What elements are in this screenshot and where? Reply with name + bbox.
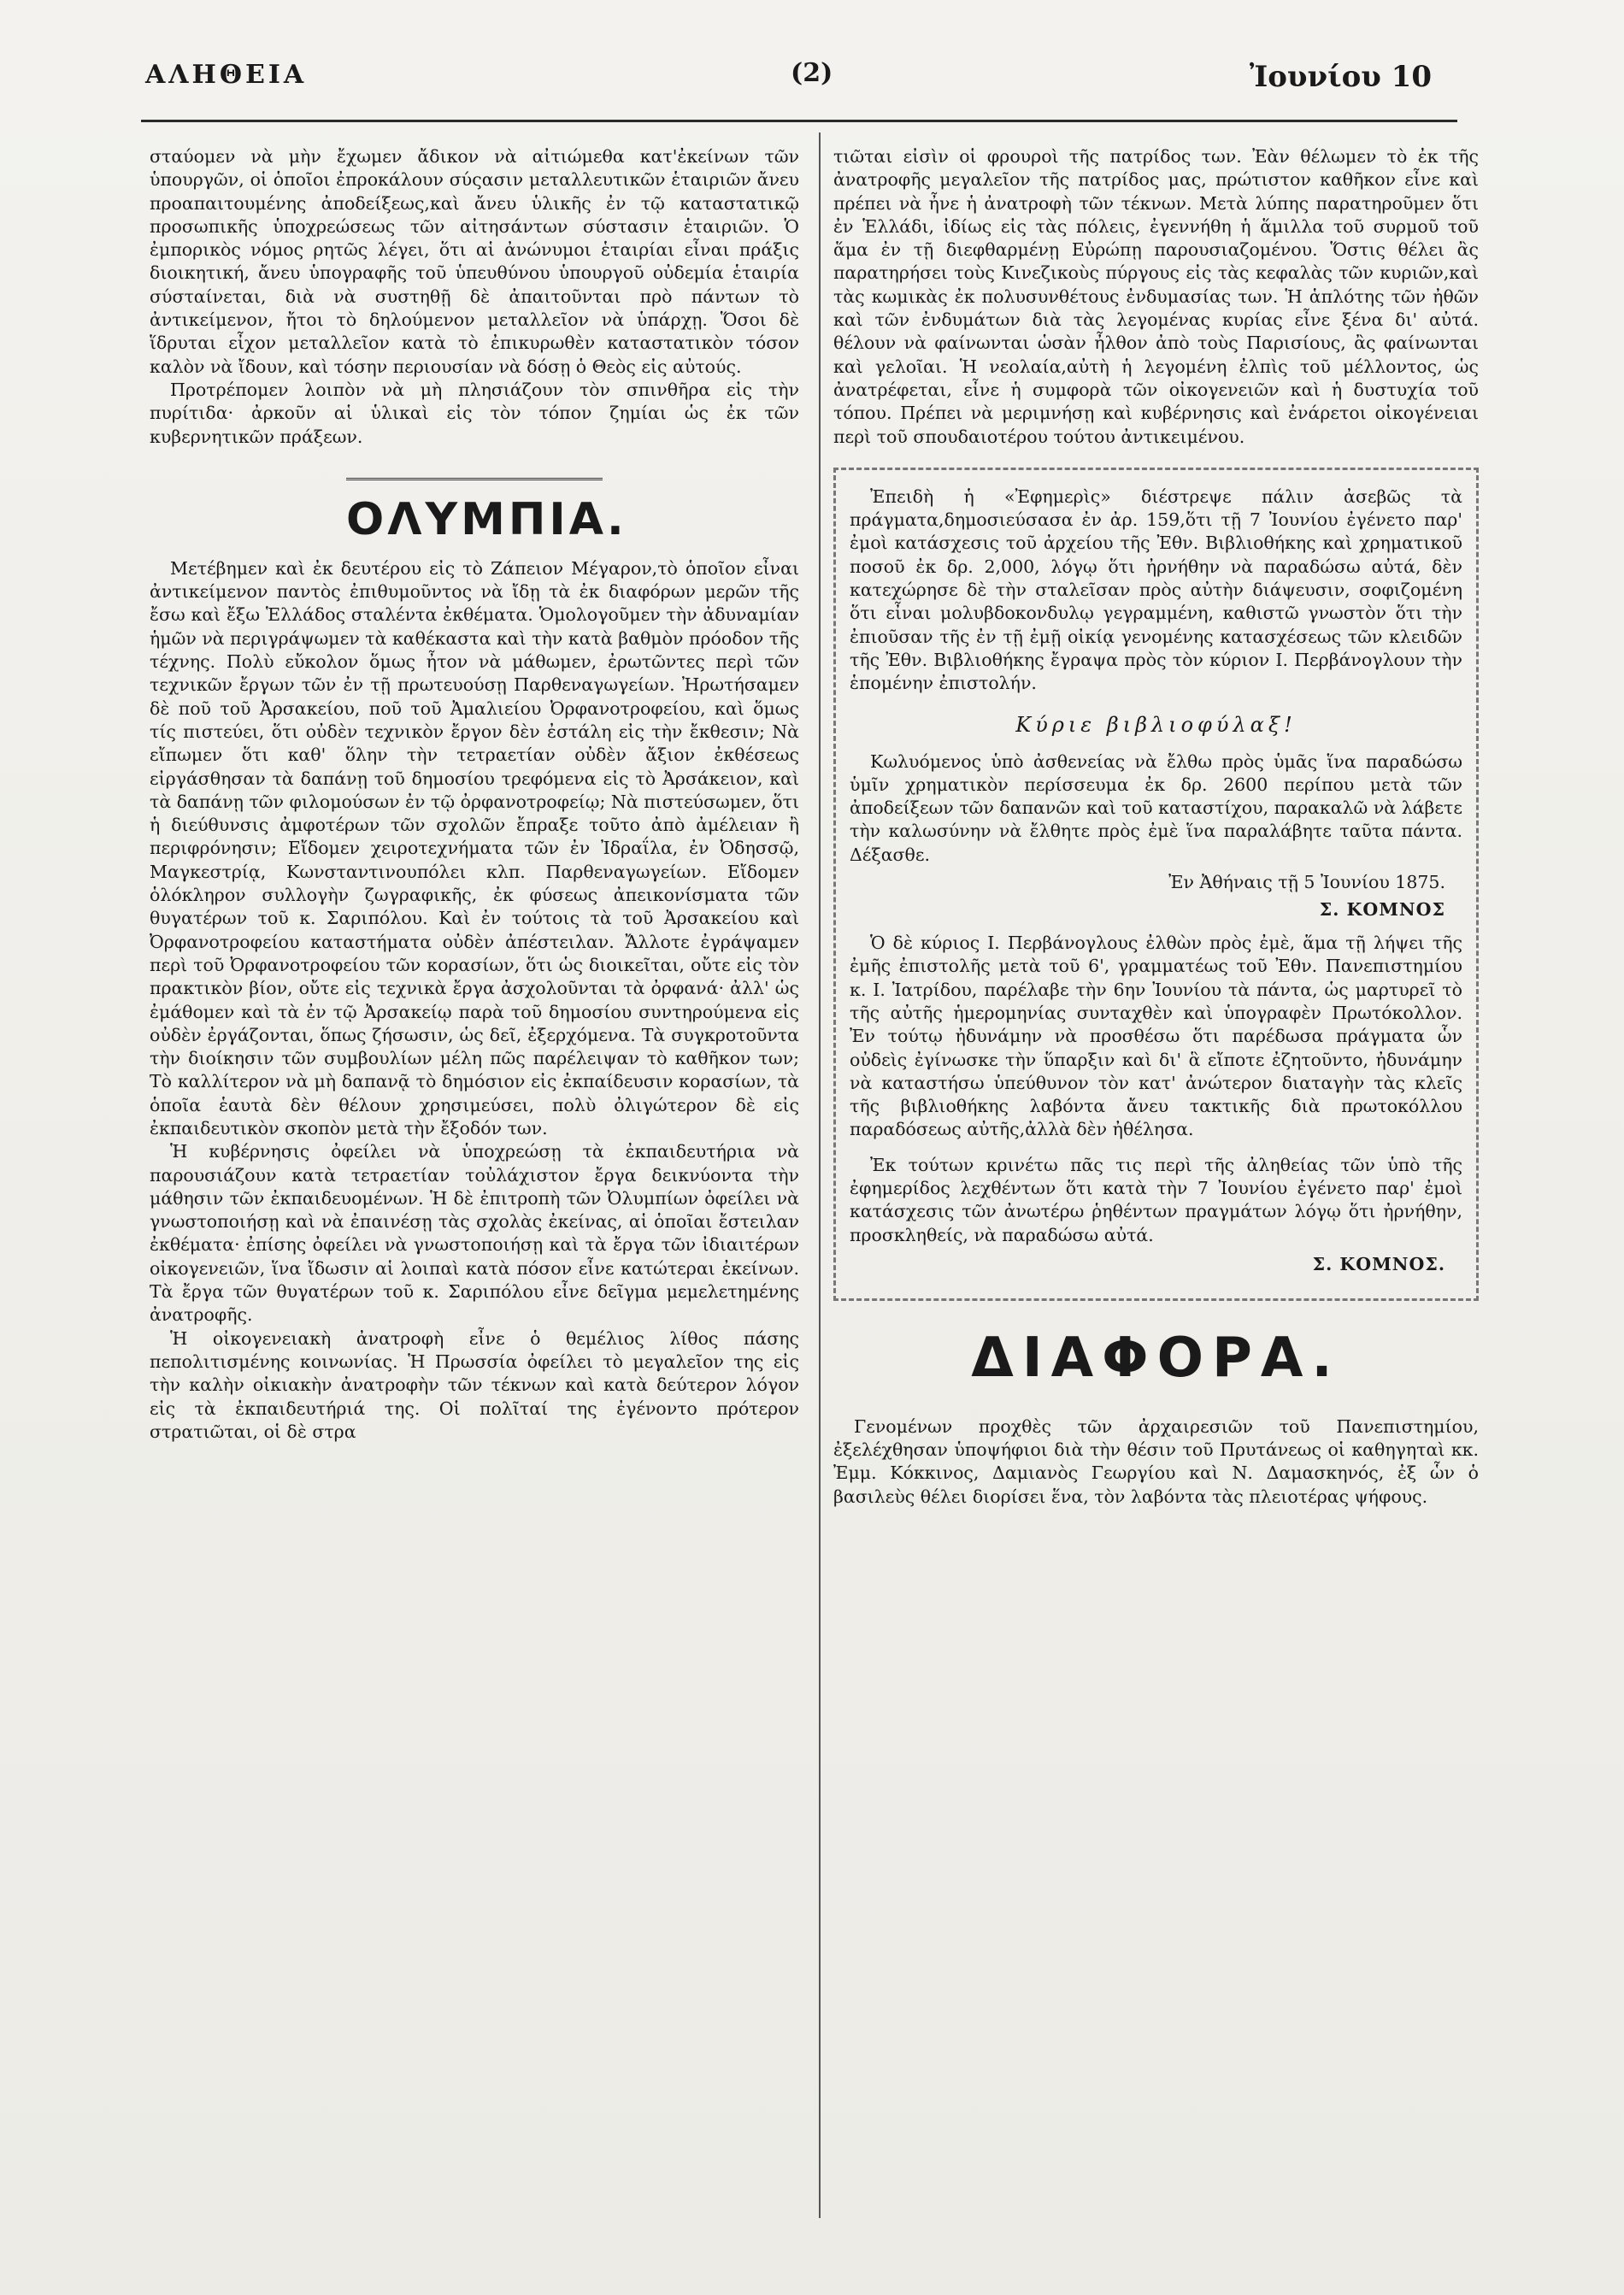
masthead-title: ΑΛΗΘΕΙΑ [145, 60, 308, 90]
notice-intro: Ἐπειδὴ ἡ «Ἐφημερὶς» διέστρεψε πάλιν ἀσεβῶς τὰ πράγματα,δημοσιεύσασα ἐν ἀρ. 159,ὅτι τῇ 7 Ἰουνίου ἐγένετο παρ' ἐμοὶ κατάσχεσις τοῦ ἀρχείου τῆς Ἐθν. Βιβλιοθήκης καὶ χρηματικοῦ ποσοῦ ἐκ δρ. 2,000, λόγῳ ὅτι ἠρνήθην νὰ παραδώσω αὐτά, δὲν κατεχώρησε δὲ τὴν σταλεῖσαν πρὸς αὐτὴν διάψευσιν, σοφιζομένη ὅτι εἶναι μολυβδοκονδυλῳ γεγραμμένη, καθιστῶ γνωστὸν ὅτι τὴν ἐπιοῦσαν τῆς ἐν τῇ ἐμῇ οἰκίᾳ γενομένης κατασχέσεως τῶν κλειδῶν τῆς Ἐθν. Βιβλιοθήκης ἔγραψα πρὸς τὸν κύριον Ι. Περβάνογλουν τὴν ἑπομένην ἐπιστολήν. [850, 485, 1462, 694]
notice-conclusion: Ἐκ τούτων κρινέτω πᾶς τις περὶ τῆς ἀληθείας τῶν ὑπὸ τῆς ἐφημερίδος λεχθέντων ὅτι κατὰ τὴν 7 Ἰουνίου ἐγένετο παρ' ἐμοὶ κατάσχεσις τῶν ἀνωτέρω ῥηθέντων πραγμάτων λόγῳ ὅτι ἠρνήθην, προσκληθείς, νὰ παραδώσω αὐτά. [850, 1154, 1462, 1245]
continued-article-paragraph: Προτρέπομεν λοιπὸν νὰ μὴ πλησιάζουν τὸν σπινθῆρα εἰς τὴν πυρίτιδα· ἀρκοῦν αἱ ὑλικαὶ εἰς τὸν τόπον ζημίαι ὡς ἐκ τῶν κυβερνητικῶν πράξεων. [150, 379, 799, 447]
komnos-notice [833, 468, 1479, 1301]
olympia-heading: ΟΛΥΜΠΙΑ. [346, 478, 603, 545]
issue-date: Ἰουνίου 10 [1249, 60, 1432, 94]
letter-body: Κωλυόμενος ὑπὸ ἀσθενείας νὰ ἔλθω πρὸς ὑμᾶς ἵνα παραδώσω ὑμῖν χρηματικὸν περίσσευμα ἐκ δρ. 2600 περίπου μετὰ τῶν ἀποδείξεων τῶν δαπανῶν καὶ τοῦ καταστίχου, παρακαλῶ νὰ λάβετε τὴν καλωσύνην νὰ ἔλθητε πρὸς ἐμὲ ἵνα παραλάβητε ταῦτα πάντα. Δέξασθε. [850, 750, 1462, 865]
diafora-paragraph: Γενομένων προχθὲς τῶν ἀρχαιρεσιῶν τοῦ Πανεπιστημίου, ἐξελέχθησαν ὑποψήφιοι διὰ τὴν θέσιν τοῦ Πρυτάνεως οἱ καθηγηταὶ κκ. Ἐμμ. Κόκκινος, Δαμιανὸς Γεωργίου καὶ Ν. Δαμασκηνός, ἐξ ὧν ὁ βασιλεὺς θέλει διορίσει ἕνα, τὸν λαβόντα τὰς πλειοτέρας ψήφους. [833, 1415, 1479, 1507]
notice-followup: Ὁ δὲ κύριος Ι. Περβάνογλους ἐλθὼν πρὸς ἐμὲ, ἅμα τῇ λήψει τῆς ἐμῆς ἐπιστολῆς μετὰ τοῦ 6', γραμματέως τοῦ Ἐθν. Πανεπιστημίου κ. Ι. Ἰατρίδου, παρέλαβε τὴν 6ην Ἰουνίου τὰ πάντα, ὡς μαρτυρεῖ τὸ τῆς αὐτῆς ἡμερομηνίας συνταχθὲν καὶ ὑπογραφὲν Πρωτόκολλον. Ἐν τούτῳ ἠδυνάμην νὰ προσθέσω ὅτι παρέδωσα πράγματα ὧν οὐδεὶς ἐγίνωσκε τὴν ὕπαρξιν καὶ δι' ἃ εἴποτε ἐζητοῦντο, ἠδυνάμην νὰ καταστήσω ὑπεύθυνον τὸν κατ' ἀνώτερον διαταγὴν τὰς κλεῖς τῆς βιβλιοθήκης λαβόντα ἄνευ τακτικῆς διὰ πρωτοκόλλου παραδόσεως αὐτῆς,ἀλλὰ δὲν ἠθέλησα. [850, 933, 1462, 1140]
continued-article-paragraph: τιῶται εἰσὶν οἱ φρουροὶ τῆς πατρίδος των. Ἐὰν θέλωμεν τὸ ἐκ τῆς ἀνατροφῆς μεγαλεῖον τῆς πατρίδος μας, πρώτιστον καθῆκον εἶνε καὶ πρέπει νὰ ἦνε ἡ ἀνατροφὴ τῶν τέκνων. Μετὰ λύπης παρατηροῦμεν ὅτι ἐν Ἑλλάδι, ἰδίως εἰς τὰς πόλεις, ἐγεννήθη ἡ ἅμιλλα τοῦ συρμοῦ τοῦ ἅμα ἐν τῇ διεφθαρμένῃ Εὐρώπῃ παρουσιαζομένου. Ὅστις θέλει ἂς παρατηρήσει τοὺς Κινεζικοὺς πύργους εἰς τὰς κεφαλὰς τῶν κυριῶν,καὶ τὰς κωμικὰς ἐκ πολυσυνθέτους ἐνδυμασίας των. Ἡ ἁπλότης τῶν ἠθῶν καὶ τῶν ἐνδυμάτων διὰ τὰς λεγομένας κυρίας εἶνε ξένα δι' αὐτά. θέλουν νὰ φαίνωνται ὡσὰν ἦλθον ἀπὸ τοὺς Παρισίους, ἂς φαίνωνται καὶ γελοῖαι. Ἡ νεολαία,αὐτὴ ἡ λεγομένη ἐλπὶς τοῦ μέλλοντος, ὡς ἀνατρέφεται, εἶνε ἡ συμφορὰ τῶν οἰκογενειῶν καὶ ἡ δυστυχία τοῦ τόπου. Πρέπει νὰ μεριμνήσῃ καὶ κυβέρνησις καὶ ἐνάρετοι οἰκογένειαι περὶ τοῦ σπουδαιοτέρου τούτου ἀντικειμένου. [833, 146, 1479, 447]
olympia-paragraph: Μετέβημεν καὶ ἐκ δευτέρου εἰς τὸ Ζάπειον Μέγαρον,τὸ ὁποῖον εἶναι ἀντικείμενον παντὸς ἐπιθυμοῦντος νὰ ἴδῃ τὰ ἐκ διαφόρων μερῶν τῆς ἔσω καὶ ἔξω Ἑλλάδος σταλέντα ἐκθέματα. Ὁμολογοῦμεν τὴν ἀδυναμίαν ἡμῶν νὰ περιγράψωμεν τὰ καθέκαστα καὶ τὴν κατὰ βαθμὸν πρόοδον τῆς τέχνης. Πολὺ εὔκολον ὅμως ἦτον νὰ μάθωμεν, ἐρωτῶντες περὶ τῶν τεχνικῶν ἔργων τῶν ἐν τῇ πρωτευούσῃ Παρθεναγωγείων. Ἠρωτήσαμεν δὲ ποῦ τοῦ Ἀρσακείου, ποῦ τοῦ Ἀμαλιείου Ὀρφανοτροφείου, καὶ ὅμως τίς πιστεύει, ὅτι οὐδὲν τεχνικὸν ἔργον δὲν ἐστάλη εἰς τὴν ἔκθεσιν; Νὰ εἴπωμεν ὅτι καθ' ὅλην τὴν τετραετίαν οὐδὲν ἄξιον ἐκθέσεως εἰργάσθησαν τὰ δαπάνῃ τοῦ δημοσίου τρεφόμενα εἰς τὸ Ἀρσάκειον, καὶ τὰ δαπάνῃ τῶν φιλομούσων ἐν τῷ ὀρφανοτροφείῳ; Νὰ πιστεύσωμεν, ὅτι ἡ διεύθυνσις ἀμφοτέρων τῶν σχολῶν ἔπραξε τοῦτο ἀπὸ ἀμέλειαν ἢ περιφρόνησιν; Εἴδομεν χειροτεχνήματα τῶν ἐν Ἰδραΐλα, ἐν Ὀδησσῷ, Μαγκεστρίᾳ, Κωνσταντινουπόλει κλπ. Παρθεναγωγείων. Εἴδομεν ὁλόκληρον συλλογὴν ζωγραφικῆς, ἐκ φύσεως ἀπεικονίσματα τῶν θυγατέρων τοῦ κ. Σαριπόλου. Καὶ ἐν τούτοις τὰ τοῦ Ἀρσακείου καὶ Ὀρφανοτροφείου καταστήματα οὐδὲν ἀπέστειλαν. Ἄλλοτε ἐγράψαμεν περὶ τοῦ Ὀρφανοτροφείου τῶν κορασίων, ὅτι ὡς διοικεῖται, οὔτε εἰς τὸν πρακτικὸν βίον, οὔτε εἰς τεχνικὰ ἔργα ἀσχολοῦνται τὰ ὀρφανά· ἀλλ' ὡς ἐμάθομεν καὶ τὰ ἐν τῷ Ἀρσακείῳ παρὰ τοῦ δημοσίου συντηρούμενα εἰς οὐδὲν ἐργάζονται, ὅπως ζήσωσιν, ὡς δεῖ, ἐξερχόμενα. Τὰ συγκροτοῦντα τὴν διοίκησιν τῶν συμβουλίων μέλη πῶς παρέλειψαν τὸ καθῆκον των; Τὸ καλλίτερον νὰ μὴ δαπανᾷ τὸ δημόσιον εἰς ἐκπαίδευσιν κορασίων, τὰ ὁποῖα ἑαυτὰ δὲν θέλουν χρησιμεύσει, πολὺ ὀλιγώτερον δὲ εἰς ἐκπαιδευτικὸν σκοπὸν μετὰ τὴν ἔξοδόν των. [150, 557, 799, 1139]
continued-article-paragraph: σταύομεν νὰ μὴν ἔχωμεν ἄδικον νὰ αἰτιώμεθα κατ'ἐκείνων τῶν ὑπουργῶν, οἱ ὁποῖοι ἐπροκάλουν σύςασιν μεταλλευτικῶν ἑταιριῶν ἄνευ προαπαιτουμένης ἀποδείξεως,καὶ ἄνευ ὑλικῆς ἐν τῷ καταστατικῷ προσωπικῆς ὑποχρεώσεως τῶν αἰτησάντων σύστασιν ἑταιριῶν. Ὁ ἐμπορικὸς νόμος ρητῶς λέγει, ὅτι αἱ ἀνώνυμοι ἑταιρίαι εἶναι πράξις διοικητική, ἄνευ ὑπογραφῆς τοῦ ὑπευθύνου ὑπουργοῦ οὐδεμία ἑταιρία σύσταίνεται, διὰ νὰ συστηθῇ δὲ ἀπαιτοῦνται πρὸ πάντων τὸ ἀντικείμενον, ἤτοι τὸ δηλούμενον μεταλλεῖον νὰ ὑπάρχῃ. Ὅσοι δὲ ἵδρυται εἶχον μεταλλεῖον κατὰ τὸ ἐπικυρωθὲν καταστατικὸν τόσον καλὸν νὰ ἴδουν, καὶ τόσην περιουσίαν νὰ δόσῃ ὁ Θεὸς εἰς αὐτούς. [150, 146, 799, 377]
header-rule [141, 120, 1457, 122]
right-column [833, 145, 1479, 1509]
left-column [150, 145, 799, 1444]
signature: Σ. ΚΟΜΝΟΣ [1319, 899, 1445, 921]
spacer [850, 1142, 1462, 1154]
olympia-paragraph: Ἡ κυβέρνησις ὀφείλει νὰ ὑποχρεώσῃ τὰ ἐκπαιδευτήρια νὰ παρουσιάζουν κατὰ τετραετίαν τοὐλάχιστον ἔργα δεικνύοντα τὴν μάθησιν τῶν ἐκπαιδευομένων. Ἡ δὲ ἐπιτροπὴ τῶν Ὀλυμπίων ὀφείλει νὰ γνωστοποιήσῃ καὶ νὰ ἐπαινέσῃ τὰς σχολὰς ἐκείνας, αἱ ὁποῖαι ἔστειλαν ἐκθέματα· ἐπίσης ὀφείλει νὰ γνωστοποιήσῃ καὶ τὰ ἔργα τῶν ἰδιαιτέρων οἰκογενειῶν, ἵνα ἴδωσιν αἱ λοιπαὶ κατὰ πόσον εἶνε κατώτεραι ἐκείνων. Τὰ ἔργα τῶν θυγατέρων τοῦ κ. Σαριπόλου εἶνε δεῖγμα μεμελετημένης ἀνατροφῆς. [150, 1141, 799, 1326]
letter-salutation: Κύριε βιβλιοφύλαξ! [1015, 712, 1297, 737]
signature: Σ. ΚΟΜΝΟΣ. [1312, 1253, 1445, 1274]
letter-date: Ἐν Ἀθήναις τῇ 5 Ἰουνίου 1875. [1168, 872, 1445, 893]
column-divider [819, 132, 821, 2218]
diafora-heading: ΔΙΑΦΟΡΑ. [971, 1326, 1341, 1390]
page-number: (2) [791, 58, 833, 88]
olympia-paragraph: Ἡ οἰκογενειακὴ ἀνατροφὴ εἶνε ὁ θεμέλιος λίθος πάσης πεπολιτισμένης κοινωνίας. Ἡ Πρωσσία ὀφείλει τὸ μεγαλεῖον της εἰς τὴν καλὴν οἰκιακὴν ἀνατροφὴν τῶν τέκνων καὶ κατὰ δεύτερον λόγον εἰς τὰ ἐκπαιδευτήριά της. Οἱ πολῖταί της ἐγένοντο πρότερον στρατιῶται, οἱ δὲ στρα [150, 1327, 799, 1442]
